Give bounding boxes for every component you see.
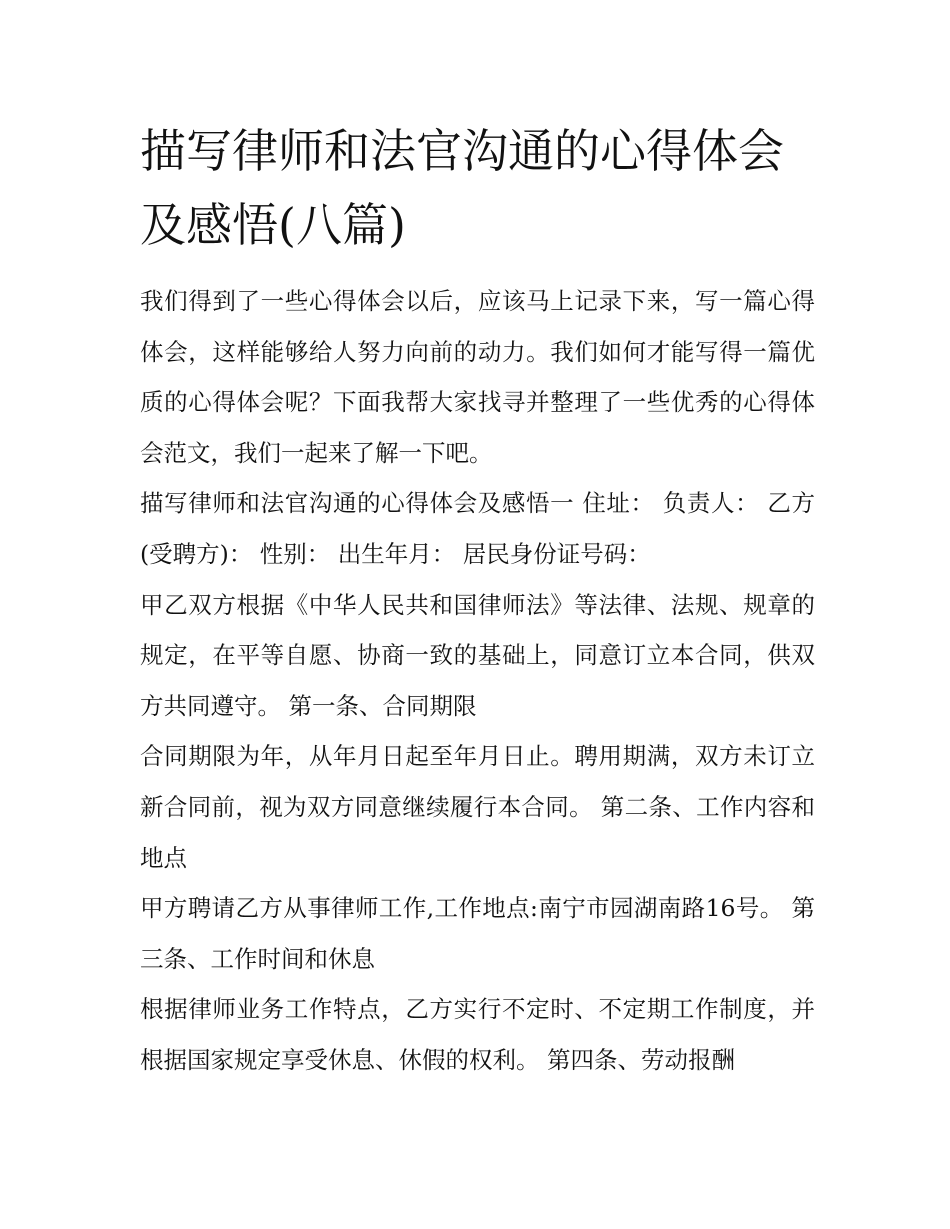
intro-paragraph: 我们得到了一些心得体会以后，应该马上记录下来，写一篇心得体会，这样能够给人努力向前的动力。我们如何才能写得一篇优质的心得体会呢？下面我帮大家找寻并整理了一些优秀的心得体会范文，我们一起来了解一下吧。 xyxy=(140,287,815,467)
contract-basis-paragraph: 甲乙双方根据《中华人民共和国律师法》等法律、法规、规章的规定，在平等自愿、协商一致的基础上，同意订立本合同，供双方共同遵守。 第一条、合同期限 xyxy=(140,590,815,720)
contract-parties-paragraph: 描写律师和法官沟通的心得体会及感悟一 住址： 负责人： 乙方(受聘方)： 性别： 出生年月： 居民身份证号码： xyxy=(140,489,815,568)
work-location-paragraph: 甲方聘请乙方从事律师工作,工作地点:南宁市园湖南路16号。 第三条、工作时间和休息 xyxy=(140,894,815,973)
document-body xyxy=(140,114,815,1086)
work-hours-paragraph: 根据律师业务工作特点，乙方实行不定时、不定期工作制度，并根据国家规定享受休息、休假的权利。 第四条、劳动报酬 xyxy=(140,995,815,1074)
page-title: 描写律师和法官沟通的心得体会及感悟(八篇) xyxy=(140,124,784,252)
contract-term-paragraph: 合同期限为年，从年月日起至年月日止。聘用期满，双方未订立新合同前，视为双方同意继续履行本合同。 第二条、工作内容和地点 xyxy=(140,742,815,872)
